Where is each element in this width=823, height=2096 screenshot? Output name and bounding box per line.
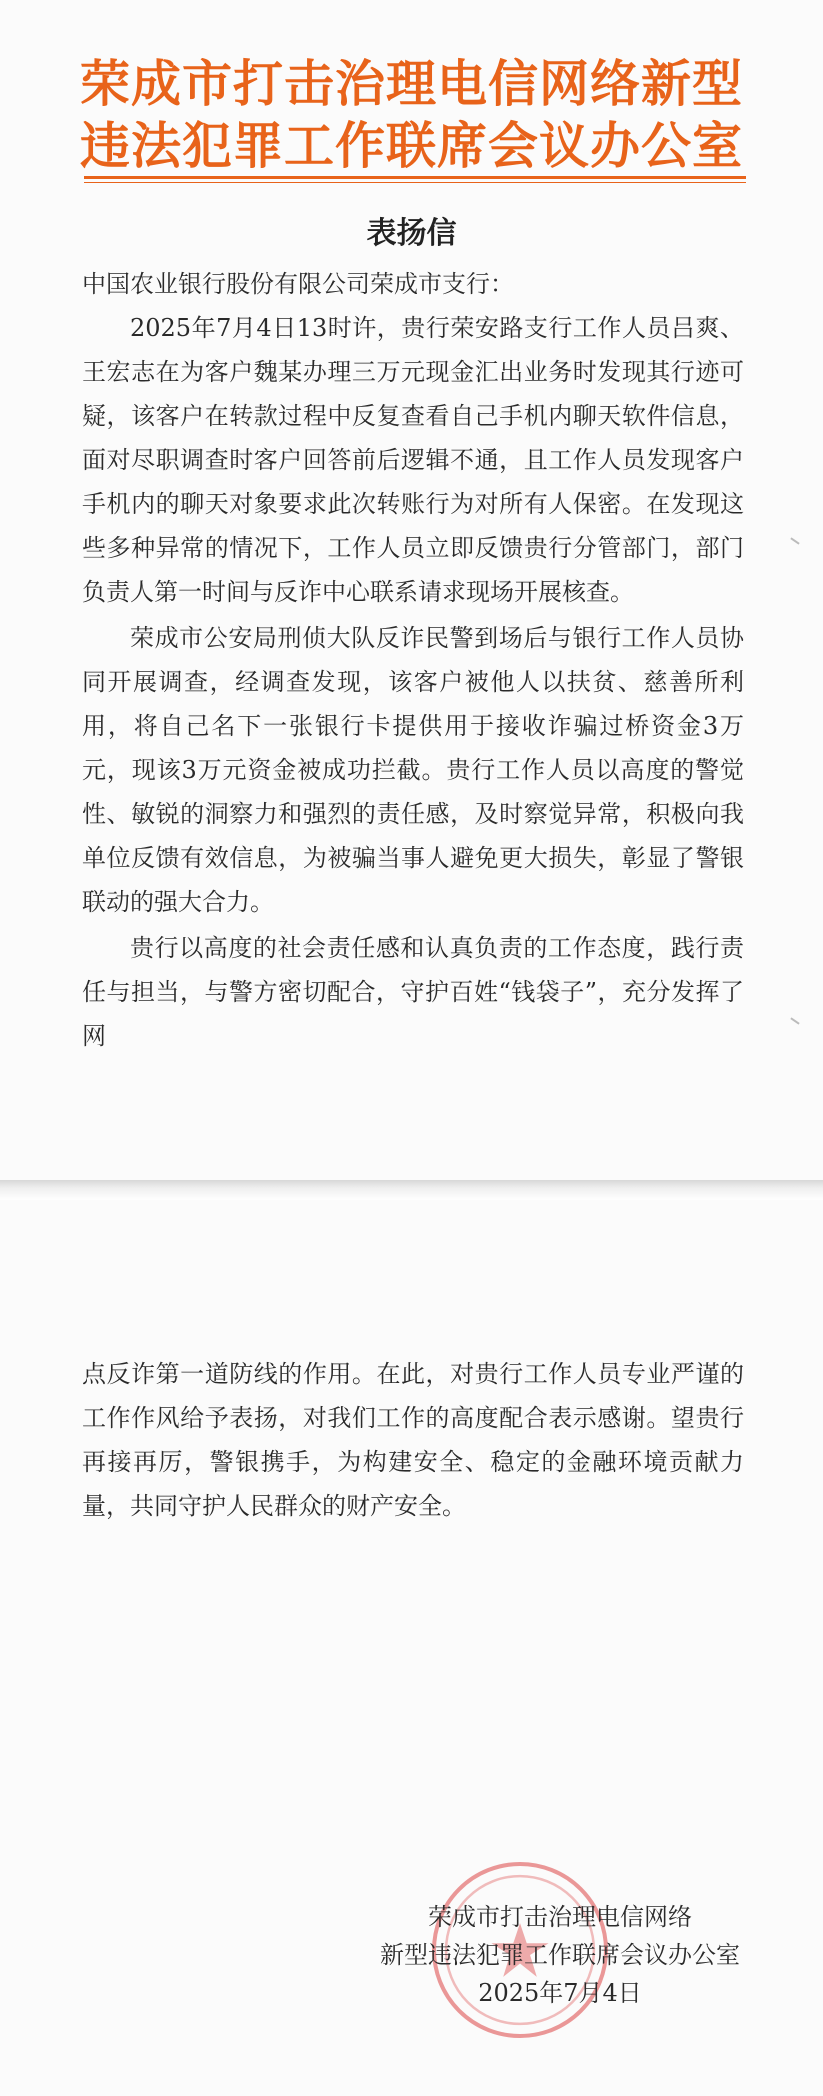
letterhead-rule-thin	[84, 182, 746, 183]
letterhead-rule	[84, 176, 746, 179]
paragraph-3: 贵行以高度的社会责任感和认真负责的工作态度，践行责任与担当，与警方密切配合，守护百姓“钱袋子”，充分发挥了网	[82, 934, 744, 1050]
document-title: 表扬信	[366, 216, 457, 251]
letterhead-line-1: 荣成市打击治理电信网络新型	[80, 54, 743, 113]
paragraph-1: 2025年7月4日13时许，贵行荣安路支行工作人员吕爽、王宏志在为客户魏某办理三万元现金汇出业务时发现其行迹可疑，该客户在转款过程中反复查看自己手机内聊天软件信息，面对尽职调查时客户回答前后逻辑不通，且工作人员发现客户手机内的聊天对象要求此次转账行为对所有人保密。在发现这些多种异常的情况下，工作人员立即反馈贵行分管部门，部门负责人第一时间与反诈中心联系请求现场开展核查。	[82, 314, 744, 606]
signature-org-line-2: 新型违法犯罪工作联席会议办公室	[380, 1941, 740, 1969]
paragraph-4: 点反诈第一道防线的作用。在此，对贵行工作人员专业严谨的工作作风给予表扬，对我们工作的高度配合表示感谢。望贵行再接再厉，警银携手，为构建安全、稳定的金融环境贡献力量，共同守护人民群众的财产安全。	[82, 1360, 744, 1520]
letterhead-line-2: 违法犯罪工作联席会议办公室	[80, 116, 743, 175]
salutation: 中国农业银行股份有限公司荣成市支行：	[82, 270, 514, 298]
page-separator	[0, 1180, 823, 1200]
signature-date: 2025年7月4日	[478, 1979, 642, 2007]
signature-org-line-1: 荣成市打击治理电信网络	[428, 1903, 692, 1931]
paragraph-2: 荣成市公安局刑侦大队反诈民警到场后与银行工作人员协同开展调查，经调查发现，该客户被他人以扶贫、慈善所利用，将自己名下一张银行卡提供用于接收诈骗过桥资金3万元，现该3万元资金被成功拦截。贵行工作人员以高度的警觉性、敏锐的洞察力和强烈的责任感，及时察觉异常，积极向我单位反馈有效信息，为被骗当事人避免更大损失，彰显了警银联动的强大合力。	[82, 624, 744, 916]
